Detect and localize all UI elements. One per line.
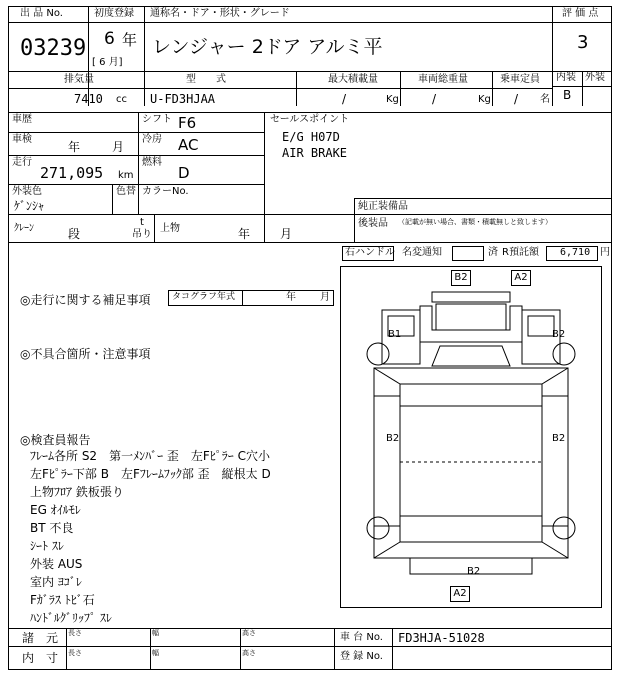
driving-notes-label: ◎走行に関する補足事項: [20, 293, 151, 307]
divider: [144, 6, 145, 71]
score: 3: [577, 32, 589, 53]
yen-unit: 円: [600, 247, 610, 258]
divider: [138, 112, 139, 214]
divider: [354, 198, 612, 199]
width-label: 幅: [152, 629, 159, 637]
sales-point-1: E/G H07D: [282, 130, 340, 144]
divider: [8, 112, 612, 113]
height-label: 高さ: [242, 649, 256, 657]
capacity-label: 乗車定員: [500, 74, 540, 85]
upper-month: 月: [280, 227, 293, 241]
ac-label: 冷房: [142, 134, 162, 145]
tachograph-month: 月: [320, 292, 330, 303]
inspector-line: 外装 AUS: [30, 557, 83, 571]
divider: [154, 214, 155, 242]
divider: [242, 290, 243, 306]
defects-label: ◎不具合箇所・注意事項: [20, 347, 151, 361]
ac-value: AC: [178, 136, 199, 154]
max-load-unit: Kg: [386, 94, 399, 105]
model-name: レンジャー 2ドア アルミ平: [152, 36, 383, 58]
year-unit: 年: [122, 31, 138, 49]
mileage-value: 271,095: [40, 164, 104, 182]
sales-point-2: AIR BRAKE: [282, 146, 348, 160]
divider: [492, 71, 493, 106]
inspection-label: 車検: [12, 134, 32, 145]
divider: [354, 198, 355, 242]
reg-label: 登 録 No.: [340, 651, 383, 662]
divider: [88, 6, 89, 106]
model-name-label: 通称名・ドア・形状・グレード: [150, 8, 290, 19]
sales-point-label: セールスポイント: [270, 114, 350, 125]
damage-mark: A2: [511, 270, 531, 286]
divider: [334, 628, 335, 670]
exterior-grade-label: 外装: [585, 72, 605, 83]
max-load: /: [342, 92, 347, 106]
crane-label: ｸﾚｰﾝ: [14, 223, 34, 234]
displacement-label: 排気量: [64, 74, 94, 85]
color-change-label: 色替: [116, 186, 136, 197]
divider: [144, 71, 145, 106]
crane-lift: 吊り: [132, 229, 152, 240]
aftermarket-label: 後装品: [358, 218, 388, 229]
inspector-line: ﾌﾚｰﾑ各所 S2 第一ﾒﾝﾊﾞｰ 歪 左Fﾋﾟﾗｰ C穴小: [30, 449, 270, 463]
inspector-line: Fｶﾞﾗｽ ﾄﾋﾞ石: [30, 593, 95, 607]
first-reg-month: [ 6 月]: [92, 57, 123, 68]
damage-mark: B2: [451, 270, 471, 286]
divider: [240, 628, 241, 670]
max-load-label: 最大積載量: [328, 74, 378, 85]
ext-color-value: ｹﾞﾝｼｬ: [14, 199, 45, 213]
inspector-line: BT 不良: [30, 521, 74, 535]
inspection-year: 年: [68, 140, 81, 154]
divider: [66, 628, 67, 670]
color-code-label: カラーNo.: [142, 186, 189, 197]
divider: [8, 628, 612, 629]
inspector-line: EG ｵｲﾙﾓﾚ: [30, 503, 81, 517]
crane-t: t: [140, 217, 144, 228]
chassis-label: 車 台 No.: [340, 632, 383, 643]
gross-weight-unit: Kg: [478, 94, 491, 105]
person-unit: 名: [540, 94, 550, 105]
divider: [400, 71, 401, 106]
divider: [552, 22, 612, 23]
lot-no: 03239: [20, 36, 87, 61]
divider: [8, 214, 612, 215]
name-change-label: 名変通知: [402, 247, 442, 258]
displacement: 7410: [74, 92, 103, 106]
divider: [8, 184, 264, 185]
damage-mark: B1: [388, 329, 402, 340]
inspector-report-label: ◎検査員報告: [20, 433, 91, 447]
divider: [8, 22, 552, 23]
divider: [582, 71, 583, 106]
shift-value: F6: [178, 114, 197, 132]
gross-weight: /: [432, 92, 437, 106]
inspector-line: ｼｰﾄ ｽﾚ: [30, 539, 64, 553]
lot-no-label: 出 品 No.: [20, 8, 63, 19]
first-reg-label: 初度登録: [94, 8, 134, 19]
recycle-label: R預託額: [502, 247, 539, 258]
steering: 右ハンドル: [345, 247, 395, 258]
mileage-label: 走行: [12, 157, 32, 168]
fuel-label: 燃料: [142, 157, 162, 168]
length-label: 長さ: [68, 629, 82, 637]
divider: [8, 646, 612, 647]
damage-mark: B2: [467, 566, 481, 577]
inspector-line: ﾊﾝﾄﾞﾙｸﾞﾘｯﾌﾟ ｽﾚ: [30, 611, 112, 625]
score-label: 評 価 点: [562, 8, 599, 19]
divider: [264, 112, 265, 242]
length-label: 長さ: [68, 649, 82, 657]
ext-color-label: 外装色: [12, 186, 42, 197]
upper-label: 上物: [160, 223, 180, 234]
divider: [552, 6, 553, 106]
name-change-box: [452, 246, 484, 261]
divider: [8, 71, 612, 72]
divider: [112, 184, 113, 214]
interior-grade-label: 内装: [556, 72, 576, 83]
model-type-label: 型 式: [186, 74, 226, 85]
aftermarket-note: （記載が無い場合、書類・積載無しと致します）: [398, 218, 552, 226]
first-reg-year: 6: [104, 29, 115, 49]
inspection-month: 月: [112, 140, 125, 154]
divider: [296, 71, 297, 106]
std-equip-label: 純正装備品: [358, 201, 408, 212]
damage-mark: A2: [450, 586, 470, 602]
crane-stage: 段: [68, 227, 81, 241]
fuel-value: D: [178, 164, 190, 182]
divider: [8, 88, 552, 89]
model-type: U-FD3HJAA: [150, 92, 216, 106]
upper-year: 年: [238, 227, 251, 241]
divider: [8, 155, 264, 156]
cc-unit: cc: [116, 94, 127, 105]
gross-weight-label: 車両総重量: [418, 74, 468, 85]
damage-mark: B2: [552, 329, 566, 340]
tachograph-year: 年: [286, 292, 296, 303]
recycle-amount: 6,710: [560, 247, 591, 258]
km-unit: km: [118, 170, 134, 181]
divider: [552, 86, 612, 87]
inspector-line: 上物ﾌﾛｱ 鉄板張り: [30, 485, 124, 499]
shift-label: シフト: [142, 114, 172, 125]
divider: [392, 628, 393, 670]
divider: [150, 628, 151, 670]
history-label: 車歴: [12, 114, 32, 125]
recycle-status: 済: [488, 247, 498, 258]
damage-mark: B2: [552, 433, 566, 444]
interior-grade: B: [563, 88, 572, 102]
tachograph-label: タコグラフ年式: [172, 292, 236, 302]
divider: [8, 132, 264, 133]
inspector-line: 室内 ﾖｺﾞﾚ: [30, 575, 82, 589]
capacity: /: [514, 92, 519, 106]
dims-label: 諸 元: [22, 631, 59, 645]
damage-mark: B2: [386, 433, 400, 444]
chassis-no: FD3HJA-51028: [398, 631, 485, 645]
width-label: 幅: [152, 649, 159, 657]
inspector-line: 左Fﾋﾟﾗｰ下部 B 左Fﾌﾚｰﾑﾌｯｸ部 歪 縦根太 D: [30, 467, 271, 481]
divider: [8, 242, 612, 243]
interior-dims-label: 内 寸: [22, 651, 59, 665]
height-label: 高さ: [242, 629, 256, 637]
